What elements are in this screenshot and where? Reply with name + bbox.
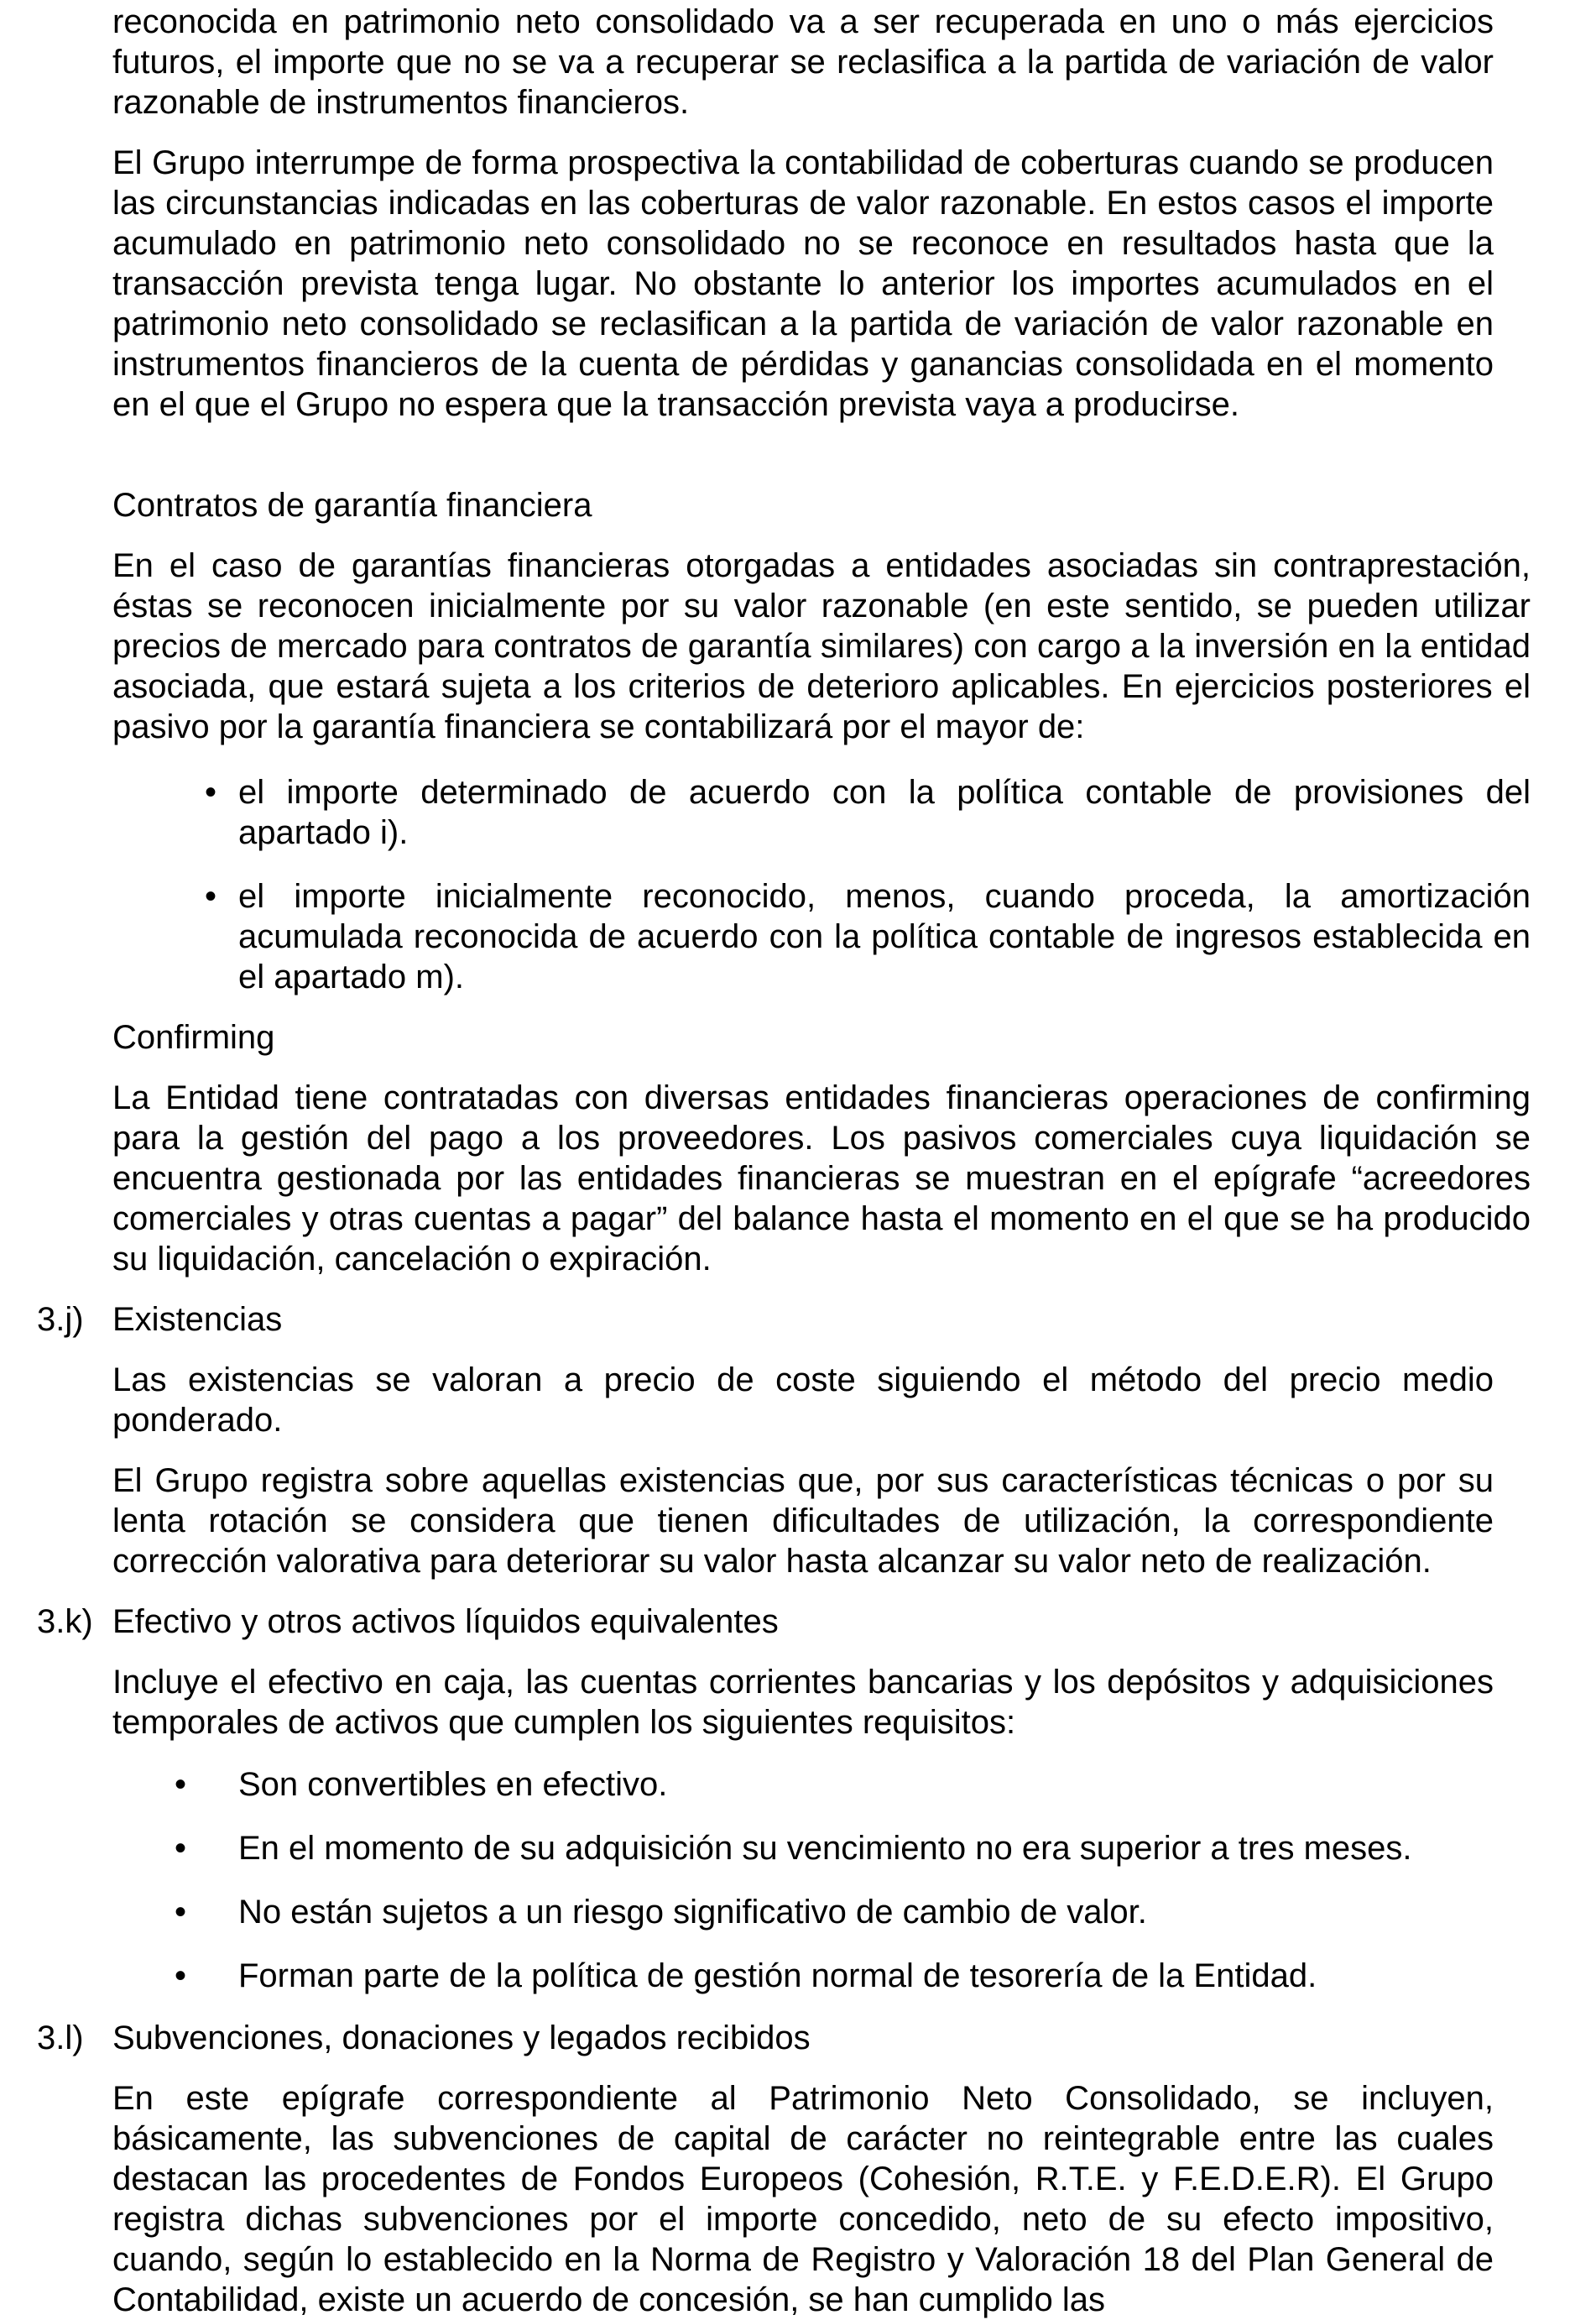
list-item-text: En el momento de su adquisición su vencimiento no era superior a tres meses. <box>238 1830 1412 1867</box>
list-item <box>0 1956 1596 1996</box>
bullet-icon: • <box>175 1894 187 1931</box>
section-title-k: Efectivo y otros activos líquidos equivalentes <box>112 1603 779 1640</box>
bullet-icon: • <box>205 878 217 915</box>
bullet-icon: • <box>175 1830 187 1867</box>
section-title-j: Existencias <box>112 1301 283 1338</box>
list-item <box>0 1764 1596 1805</box>
paragraph-fair-value-end: reconocida en patrimonio neto consolidado va a ser recuperada en uno o más ejercicios futuros, el importe que no se va a recuperar se reclasifica a la partida de variación de valor razonable de instrumentos financieros. <box>112 3 1494 121</box>
list-item <box>0 1892 1596 1932</box>
bullet-icon: • <box>205 774 217 811</box>
list-item-text: No están sujetos a un riesgo significativo de cambio de valor. <box>238 1894 1147 1931</box>
list-item-text: Forman parte de la política de gestión normal de tesorería de la Entidad. <box>238 1957 1317 1994</box>
paragraph-grants: En este epígrafe correspondiente al Patrimonio Neto Consolidado, se incluyen, básicamente, las subvenciones de capital de carácter no reintegrable entre las cuales destacan las procedentes de Fondos Europeos (Cohesión, R.T.E. y F.E.D.E.R). El Grupo registra dichas subvenciones por el importe concedido, neto de su efecto impositivo, cuando, según lo establecido en la Norma de Registro y Valoración 18 del Plan General de Contabilidad, existe un acuerdo de concesión, se han cumplido las <box>112 2080 1494 2318</box>
list-item-text: el importe inicialmente reconocido, menos, cuando proceda, la amortización acumulada reconocida de acuerdo con la política contable de ingresos establecida en el apartado m). <box>238 878 1531 995</box>
section-number-l: 3.l) <box>37 2020 84 2056</box>
section-number-j: 3.j) <box>37 1301 84 1338</box>
heading-financial-guarantees: Contratos de garantía financiera <box>112 487 592 524</box>
paragraph-inventories-impairment: El Grupo registra sobre aquellas existencias que, por sus características técnicas o por su lenta rotación se considera que tienen dificultades de utilización, la correspondiente corrección valorativa para deteriorar su valor hasta alcanzar su valor neto de realización. <box>112 1462 1494 1580</box>
list-item-text: Son convertibles en efectivo. <box>238 1766 668 1803</box>
section-number-k: 3.k) <box>37 1603 93 1640</box>
paragraph-cash-equivalents: Incluye el efectivo en caja, las cuentas corrientes bancarias y los depósitos y adquisiciones temporales de activos que cumplen los siguientes requisitos: <box>112 1664 1494 1741</box>
paragraph-hedge-interruption: El Grupo interrumpe de forma prospectiva la contabilidad de coberturas cuando se producen las circunstancias indicadas en las coberturas de valor razonable. En estos casos el importe acumulado en patrimonio neto consolidado no se reconoce en resultados hasta que la transacción prevista tenga lugar. No obstante lo anterior los importes acumulados en el patrimonio neto consolidado se reclasifican a la partida de variación de valor razonable en instrumentos financieros de la cuenta de pérdidas y ganancias consolidada en el momento en el que el Grupo no espera que la transacción prevista vaya a producirse. <box>112 144 1494 423</box>
paragraph-financial-guarantees: En el caso de garantías financieras otorgadas a entidades asociadas sin contraprestación, éstas se reconocen inicialmente por su valor razonable (en este sentido, se pueden utilizar precios de mercado para contratos de garantía similares) con cargo a la inversión en la entidad asociada, que estará sujeta a los criterios de deterioro aplicables. En ejercicios posteriores el pasivo por la garantía financiera se contabilizará por el mayor de: <box>112 547 1531 745</box>
list-item <box>188 876 1531 997</box>
bullet-icon: • <box>175 1766 187 1803</box>
paragraph-confirming: La Entidad tiene contratadas con diversas entidades financieras operaciones de confirming para la gestión del pago a los proveedores. Los pasivos comerciales cuya liquidación se encuentra gestionada por las entidades financieras se muestran en el epígrafe “acreedores comerciales y otras cuentas a pagar” del balance hasta el momento en el que se ha producido su liquidación, cancelación o expiración. <box>112 1079 1531 1278</box>
bullet-icon: • <box>175 1957 187 1994</box>
list-item <box>0 1828 1596 1868</box>
list-item-text: el importe determinado de acuerdo con la política contable de provisiones del apartado i). <box>238 774 1531 851</box>
paragraph-inventories-valuation: Las existencias se valoran a precio de coste siguiendo el método del precio medio ponderado. <box>112 1361 1494 1439</box>
list-item <box>188 772 1531 853</box>
section-title-l: Subvenciones, donaciones y legados recibidos <box>112 2020 811 2056</box>
heading-confirming: Confirming <box>112 1019 275 1056</box>
